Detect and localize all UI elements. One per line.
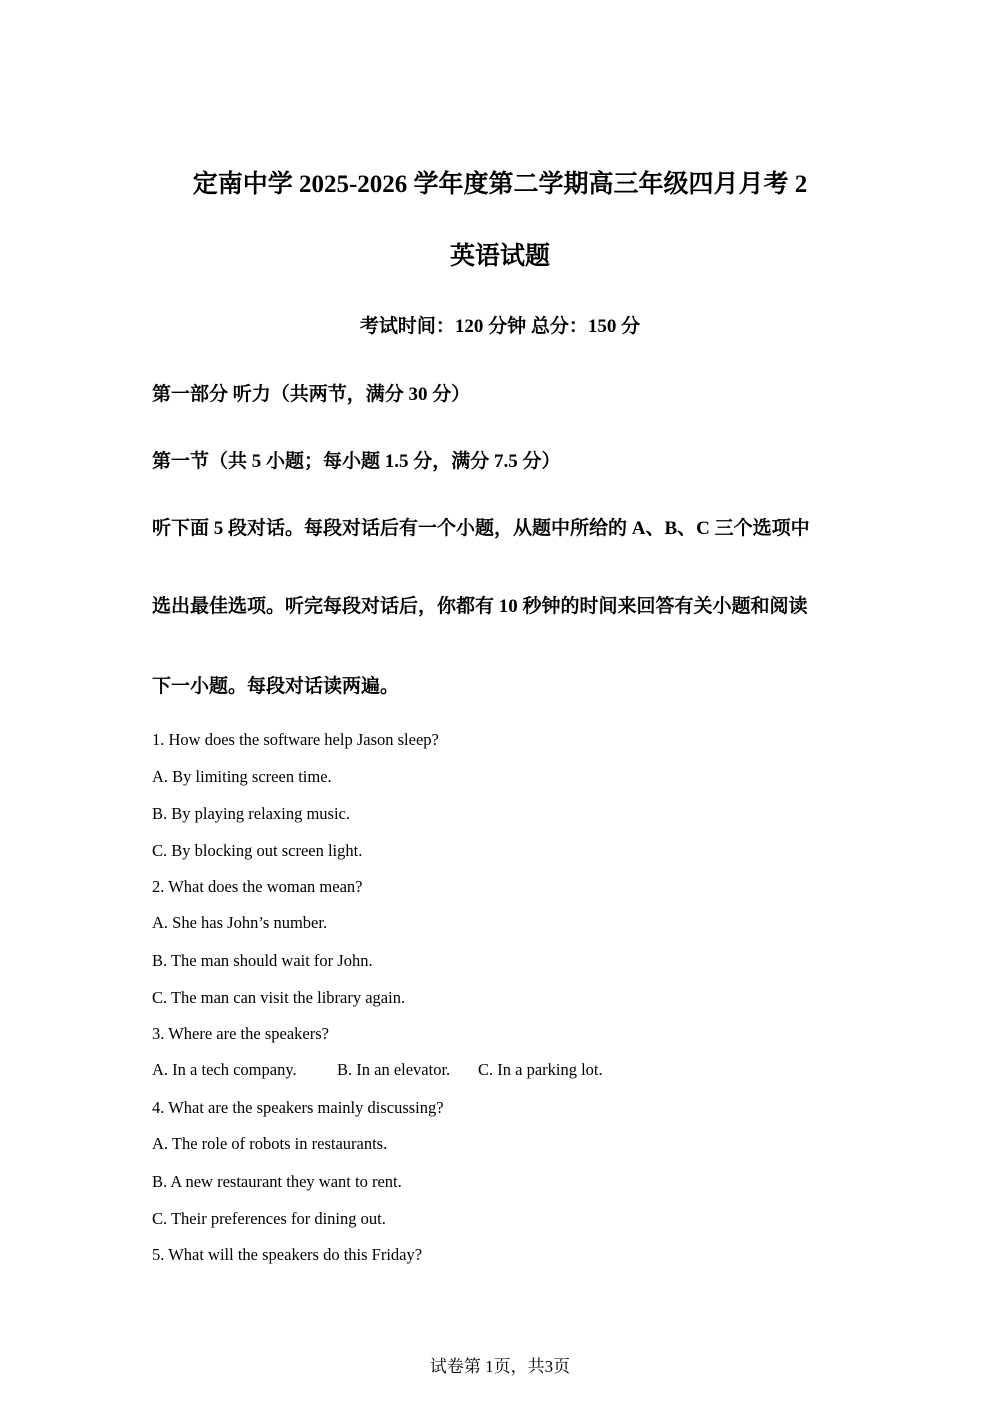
instruction-line: 听下面 5 段对话。每段对话后有一个小题，从题中所给的 A、B、C 三个选项中 xyxy=(152,518,810,539)
answer-option: C. In a parking lot. xyxy=(478,1060,603,1079)
answer-option: A. She has John’s number. xyxy=(152,913,328,932)
subject-title: 英语试题 xyxy=(449,243,550,270)
instruction-line: 选出最佳选项。听完每段对话后，你都有 10 秒钟的时间来回答有关小题和阅读 xyxy=(152,596,808,617)
answer-option: A. In a tech company. xyxy=(152,1060,297,1079)
answer-option: B. In an elevator. xyxy=(337,1060,451,1079)
page-footer: 试卷第 1页，共3页 xyxy=(429,1357,571,1376)
question-stem: 2. What does the woman mean? xyxy=(152,877,363,896)
instruction-line: 下一小题。每段对话读两遍。 xyxy=(152,676,400,697)
question-stem: 1. How does the software help Jason sleep? xyxy=(152,730,439,749)
answer-option: C. By blocking out screen light. xyxy=(152,841,363,860)
answer-option: A. The role of robots in restaurants. xyxy=(152,1134,388,1153)
answer-option: B. By playing relaxing music. xyxy=(152,804,350,823)
question-stem: 4. What are the speakers mainly discussing? xyxy=(152,1098,444,1117)
answer-option: B. The man should wait for John. xyxy=(152,951,373,970)
answer-option: C. The man can visit the library again. xyxy=(152,988,406,1007)
answer-option: B. A new restaurant they want to rent. xyxy=(152,1172,402,1191)
section-heading: 第一节（共 5 小题；每小题 1.5 分，满分 7.5 分） xyxy=(152,451,561,472)
answer-option: C. Their preferences for dining out. xyxy=(152,1209,386,1228)
exam-info: 考试时间：120 分钟 总分：150 分 xyxy=(359,316,641,337)
answer-options-row xyxy=(152,1059,603,1081)
part-heading: 第一部分 听力（共两节，满分 30 分） xyxy=(152,384,471,405)
question-stem: 5. What will the speakers do this Friday? xyxy=(152,1245,423,1264)
answer-option: A. By limiting screen time. xyxy=(152,767,332,786)
exam-title: 定南中学 2025-2026 学年度第二学期高三年级四月月考 2 xyxy=(192,171,808,198)
question-stem: 3. Where are the speakers? xyxy=(152,1024,329,1043)
